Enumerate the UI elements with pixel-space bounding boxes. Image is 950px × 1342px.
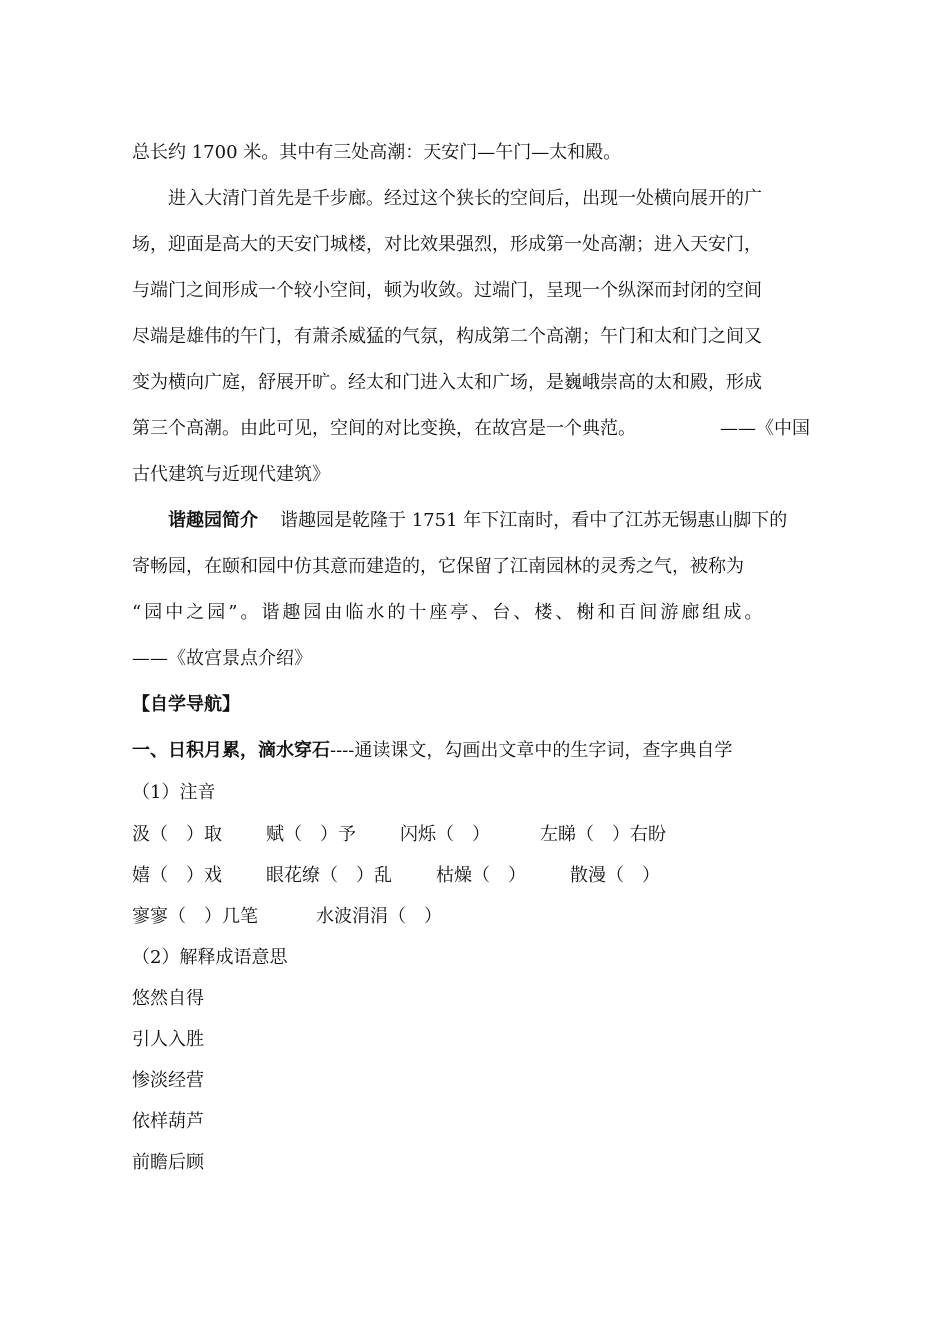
pinyin-item: 眼花缭（ ）乱 xyxy=(266,865,392,886)
pinyin-item: 汲（ ）取 xyxy=(132,824,222,845)
guide-heading: 【自学导航】 xyxy=(132,694,240,715)
section1-desc: ----通读课文，勾画出文章中的生字词，查字典自学 xyxy=(330,740,733,761)
pinyin-item: 赋（ ）予 xyxy=(266,824,356,845)
pinyin-item: 枯燥（ ） xyxy=(436,865,526,886)
paragraph-line: 寄畅园，在颐和园中仿其意而建造的，它保留了江南园林的灵秀之气，被称为 xyxy=(132,556,744,577)
idiom-item: 悠然自得 xyxy=(132,988,204,1009)
source-citation: ——《故宫景点介绍》 xyxy=(132,648,312,669)
paragraph-intro-tail: 总长约 1700 米。其中有三处高潮：天安门—午门—太和殿。 xyxy=(132,142,622,163)
pinyin-item: 寥寥（ ）几笔 xyxy=(132,906,258,927)
section1-line xyxy=(132,739,732,763)
paragraph-line: 变为横向广庭，舒展开旷。经太和门进入太和广场，是巍峨崇高的太和殿，形成 xyxy=(132,372,762,393)
paragraph-line: 进入大清门首先是千步廊。经过这个狭长的空间后，出现一处横向展开的广 xyxy=(168,188,762,209)
pinyin-item: 左睇（ ）右盼 xyxy=(540,824,666,845)
paragraph-line xyxy=(168,509,787,533)
paragraph-line: 场，迎面是高大的天安门城楼，对比效果强烈，形成第一处高潮；进入天安门， xyxy=(132,234,762,255)
paragraph-line: “园中之园”。谐趣园由临水的十座亭、台、楼、榭和百间游廊组成。 xyxy=(132,602,766,623)
source-citation: ——《中国 xyxy=(720,418,810,439)
pinyin-row xyxy=(132,905,442,929)
sub-heading-pinyin: （1）注音 xyxy=(132,782,216,803)
source-citation-cont: 古代建筑与近现代建筑》 xyxy=(132,464,330,485)
idiom-item: 依样葫芦 xyxy=(132,1111,204,1132)
paragraph-text: 谐趣园是乾隆于 1751 年下江南时，看中了江苏无锡惠山脚下的 xyxy=(280,510,788,531)
pinyin-item: 水波涓涓（ ） xyxy=(316,906,442,927)
pinyin-item: 嬉（ ）戏 xyxy=(132,865,222,886)
section-title-xiequyuan: 谐趣园简介 xyxy=(168,510,258,531)
pinyin-row xyxy=(132,864,660,888)
idiom-item: 引人入胜 xyxy=(132,1029,204,1050)
pinyin-item: 散漫（ ） xyxy=(570,865,660,886)
paragraph-line: 尽端是雄伟的午门，有萧杀威猛的气氛，构成第二个高潮；午门和太和门之间又 xyxy=(132,326,762,347)
idiom-item: 惨淡经营 xyxy=(132,1070,204,1091)
paragraph-line: 第三个高潮。由此可见，空间的对比变换，在故宫是一个典范。 xyxy=(132,418,636,439)
pinyin-item: 闪烁（ ） xyxy=(400,824,490,845)
idiom-item: 前瞻后顾 xyxy=(132,1152,204,1173)
pinyin-row xyxy=(132,823,666,847)
sub-heading-idioms: （2）解释成语意思 xyxy=(132,947,288,968)
section1-title: 一、日积月累，滴水穿石 xyxy=(132,740,330,761)
paragraph-line: 与端门之间形成一个较小空间，顿为收敛。过端门，呈现一个纵深而封闭的空间 xyxy=(132,280,762,301)
